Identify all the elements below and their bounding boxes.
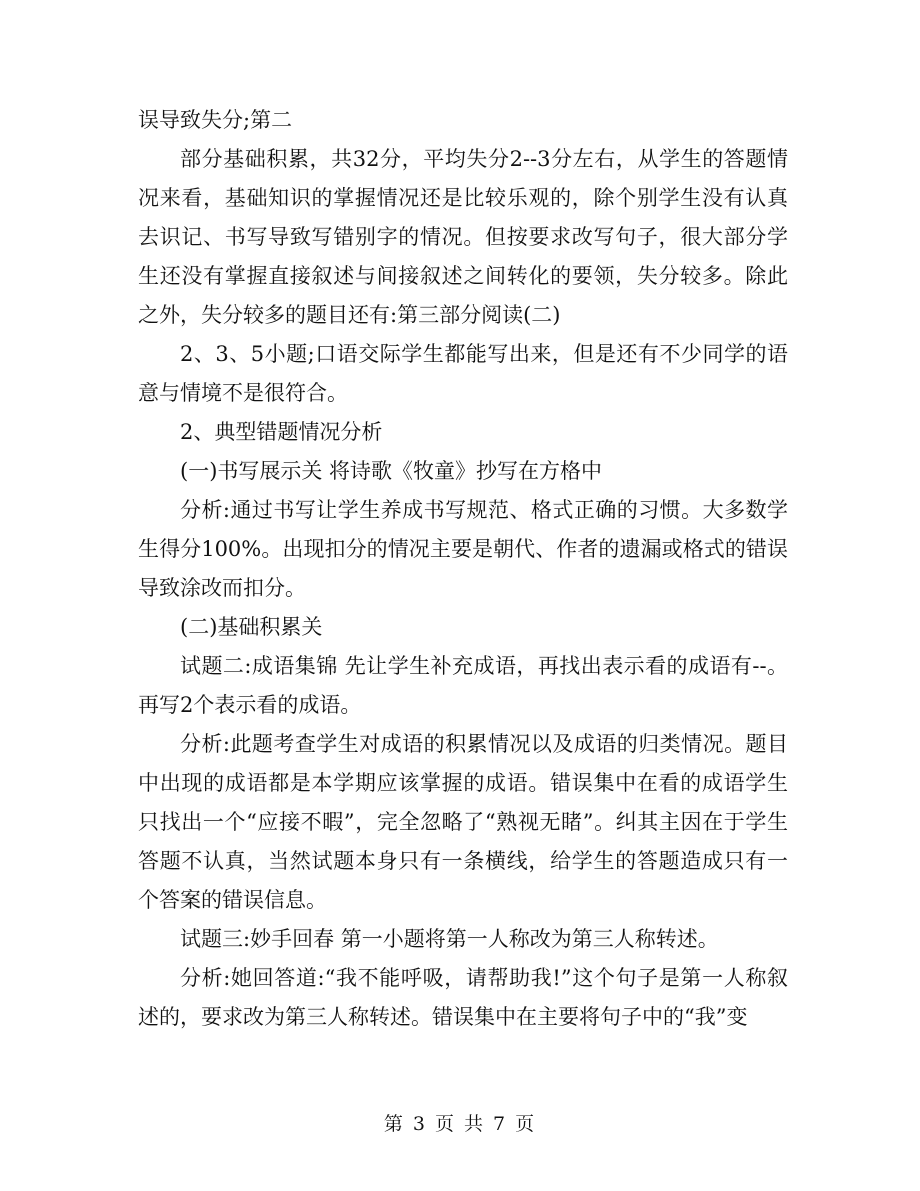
document-body (138, 101, 788, 1037)
paragraph-question-three: 试题三:妙手回春 第一小题将第一人称改为第三人称转述。 (180, 927, 719, 951)
paragraph-2: 部分基础积累，共32分，平均失分2--3分左右，从学生的答题情况来看，基础知识的掌握情况还是比较乐观的，除个别学生没有认真去识记、书写导致写错别字的情况。但按要求改写句子，很大部分学生还没有掌握直接叙述与间接叙述之间转化的要领，失分较多。除此之外，失分较多的题目还有:第三部分阅读(二) (138, 147, 788, 327)
paragraph-analysis-person: 分析:她回答道:“我不能呼吸，请帮助我!”这个句子是第一人称叙述的，要求改为第三人称转述。错误集中在主要将句子中的“我”变 (138, 966, 788, 1029)
paragraph-3: 2、3、5小题;口语交际学生都能写出来，但是还有不少同学的语意与情境不是很符合。 (138, 342, 788, 405)
paragraph-question-two: 试题二:成语集锦 先让学生补充成语，再找出表示看的成语有--。再写2个表示看的成语。 (138, 654, 788, 717)
paragraph-analysis-writing: 分析:通过书写让学生养成书写规范、格式正确的习惯。大多数学生得分100%。出现扣分的情况主要是朝代、作者的遗漏或格式的错误导致涂改而扣分。 (138, 498, 788, 600)
page-footer (0, 1110, 920, 1138)
subsection-heading-writing: (一)书写展示关 将诗歌《牧童》抄写在方格中 (180, 459, 603, 483)
section-heading-typical-errors: 2、典型错题情况分析 (180, 420, 383, 444)
subsection-heading-basics: (二)基础积累关 (180, 615, 323, 639)
page-number-label: 第 3 页 共 7 页 (383, 1113, 537, 1135)
paragraph-1: 误导致失分;第二 (138, 108, 293, 132)
paragraph-analysis-idioms: 分析:此题考查学生对成语的积累情况以及成语的归类情况。题目中出现的成语都是本学期应该掌握的成语。错误集中在看的成语学生只找出一个“应接不暇”，完全忽略了“熟视无睹”。纠其主因在于学生答题不认真，当然试题本身只有一条横线，给学生的答题造成只有一个答案的错误信息。 (138, 732, 788, 912)
